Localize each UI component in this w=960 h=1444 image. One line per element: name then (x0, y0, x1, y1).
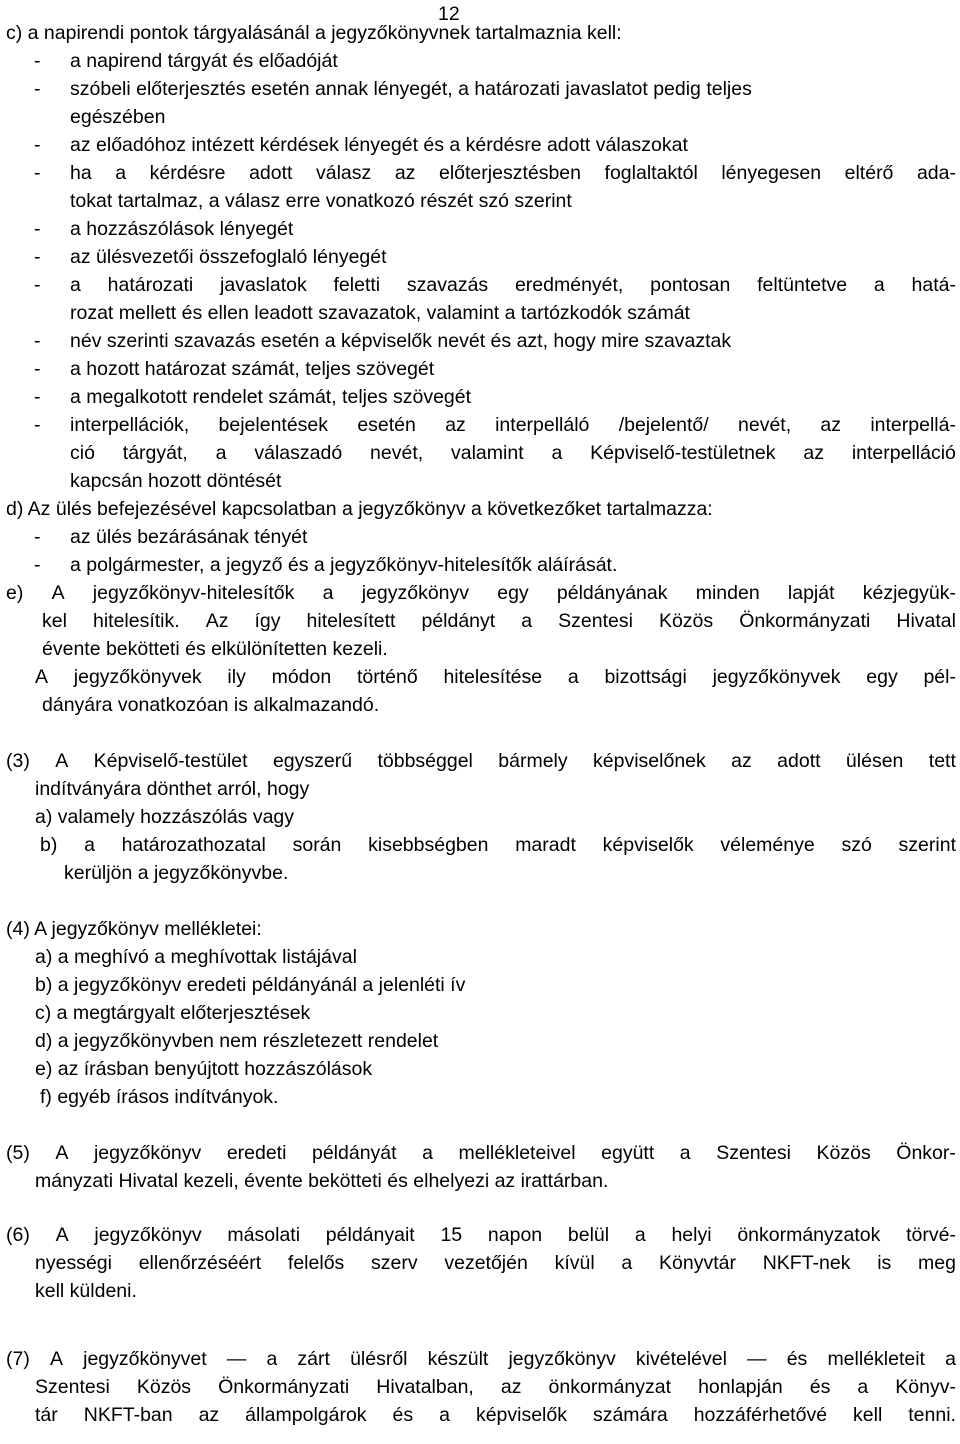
list-item-line: a megalkotott rendelet számát, teljes szövegét (70, 386, 472, 408)
text-line: kell küldeni. (35, 1280, 137, 1302)
list-dash: - (34, 554, 41, 576)
list-dash: - (34, 386, 41, 408)
list-item-line: interpellációk, bejelentések esetén az interpelláló /bejelentő/ nevét, az interpellá- (70, 414, 956, 436)
list-dash: - (34, 246, 41, 268)
text-line: b) a határozathozatal során kisebbségben maradt képviselők véleménye szó szerint (40, 834, 956, 856)
text-line: indítványára dönthet arról, hogy (35, 778, 310, 800)
text-line: kapcsán hozott döntését (70, 470, 282, 492)
text-line: e) A jegyzőkönyv-hitelesítők a jegyzőkönyv egy példányának minden lapját kézjegyük- (6, 582, 956, 604)
list-item-line: szóbeli előterjesztés esetén annak lényegét, a határozati javaslatot pedig teljes (70, 78, 752, 100)
list-dash: - (34, 78, 41, 100)
list-dash: - (34, 162, 41, 184)
text-line: ció tárgyát, a válaszadó nevét, valamint a Képviselő-testületnek az interpelláció (70, 442, 956, 464)
text-line: nyességi ellenőrzéséért felelős szerv vezetőjén kívül a Könyvtár NKFT-nek is meg (35, 1252, 956, 1274)
text-line: tár NKFT-ban az állampolgárok és a képviselők számára hozzáférhetővé kell tenni. (35, 1404, 956, 1426)
text-line: Szentesi Közös Önkormányzati Hivatalban, az önkormányzat honlapján és a Könyv- (35, 1376, 956, 1398)
text-line: (3) A Képviselő-testület egyszerű többséggel bármely képviselőnek az adott ülésen tett (6, 750, 956, 772)
text-line: b) a jegyzőkönyv eredeti példányánál a jelenléti ív (35, 974, 466, 996)
text-line: a) a meghívó a meghívottak listájával (35, 946, 357, 968)
text-line: (7) A jegyzőkönyvet — a zárt ülésről készült jegyzőkönyv kivételével — és mellékleteit a (6, 1348, 956, 1370)
list-item-line: a hozzászólások lényegét (70, 218, 294, 240)
list-dash: - (34, 330, 41, 352)
text-line: f) egyéb írásos indítványok. (40, 1086, 279, 1108)
list-dash: - (34, 134, 41, 156)
text-line: egészében (70, 106, 166, 128)
text-line: dányára vonatkozóan is alkalmazandó. (42, 694, 380, 716)
text-line: (5) A jegyzőkönyv eredeti példányát a mellékleteivel együtt a Szentesi Közös Önkor- (6, 1142, 956, 1164)
list-item-line: az előadóhoz intézett kérdések lényegét és a kérdésre adott válaszokat (70, 134, 688, 156)
text-line: c) a megtárgyalt előterjesztések (35, 1002, 311, 1024)
list-dash: - (34, 358, 41, 380)
text-line: e) az írásban benyújtott hozzászólások (35, 1058, 373, 1080)
text-line: c) a napirendi pontok tárgyalásánál a jegyzőkönyvnek tartalmaznia kell: (6, 22, 622, 44)
list-dash: - (34, 50, 41, 72)
list-item-line: név szerinti szavazás esetén a képviselők nevét és azt, hogy mire szavaztak (70, 330, 732, 352)
text-line: évente bekötteti és elkülönítetten kezeli. (42, 638, 388, 660)
list-item-line: a hozott határozat számát, teljes szövegét (70, 358, 435, 380)
text-line: a) valamely hozzászólás vagy (35, 806, 295, 828)
text-line: d) a jegyzőkönyvben nem részletezett rendelet (35, 1030, 439, 1052)
text-line: kel hitelesítik. Az így hitelesített példányt a Szentesi Közös Önkormányzati Hivatal (42, 610, 956, 632)
text-line: rozat mellett és ellen leadott szavazatok, valamint a tartózkodók számát (70, 302, 690, 324)
text-line: A jegyzőkönyvek ily módon történő hitelesítése a bizottsági jegyzőkönyvek egy pél- (35, 666, 956, 688)
list-dash: - (34, 526, 41, 548)
page-number: 12 (438, 3, 460, 25)
list-item-line: a határozati javaslatok feletti szavazás eredményét, pontosan feltüntetve a hatá- (70, 274, 956, 296)
text-line: tokat tartalmaz, a válasz erre vonatkozó részét szó szerint (70, 190, 572, 212)
list-item-line: az ülés bezárásának tényét (70, 526, 308, 548)
text-line: kerüljön a jegyzőkönyvbe. (64, 862, 289, 884)
text-line: (4) A jegyzőkönyv mellékletei: (6, 918, 262, 940)
list-item-line: az ülésvezetői összefoglaló lényegét (70, 246, 387, 268)
list-item-line: a polgármester, a jegyző és a jegyzőkönyv-hitelesítők aláírását. (70, 554, 618, 576)
list-dash: - (34, 414, 41, 436)
list-item-line: a napirend tárgyát és előadóját (70, 50, 338, 72)
list-dash: - (34, 218, 41, 240)
list-dash: - (34, 274, 41, 296)
list-item-line: ha a kérdésre adott válasz az előterjesztésben foglaltaktól lényegesen eltérő ada- (70, 162, 956, 184)
text-line: d) Az ülés befejezésével kapcsolatban a jegyzőkönyv a következőket tartalmazza: (6, 498, 713, 520)
text-line: mányzati Hivatal kezeli, évente bekötteti és elhelyezi az irattárban. (35, 1170, 609, 1192)
text-line: (6) A jegyzőkönyv másolati példányait 15 napon belül a helyi önkormányzatok törvé- (6, 1224, 956, 1246)
